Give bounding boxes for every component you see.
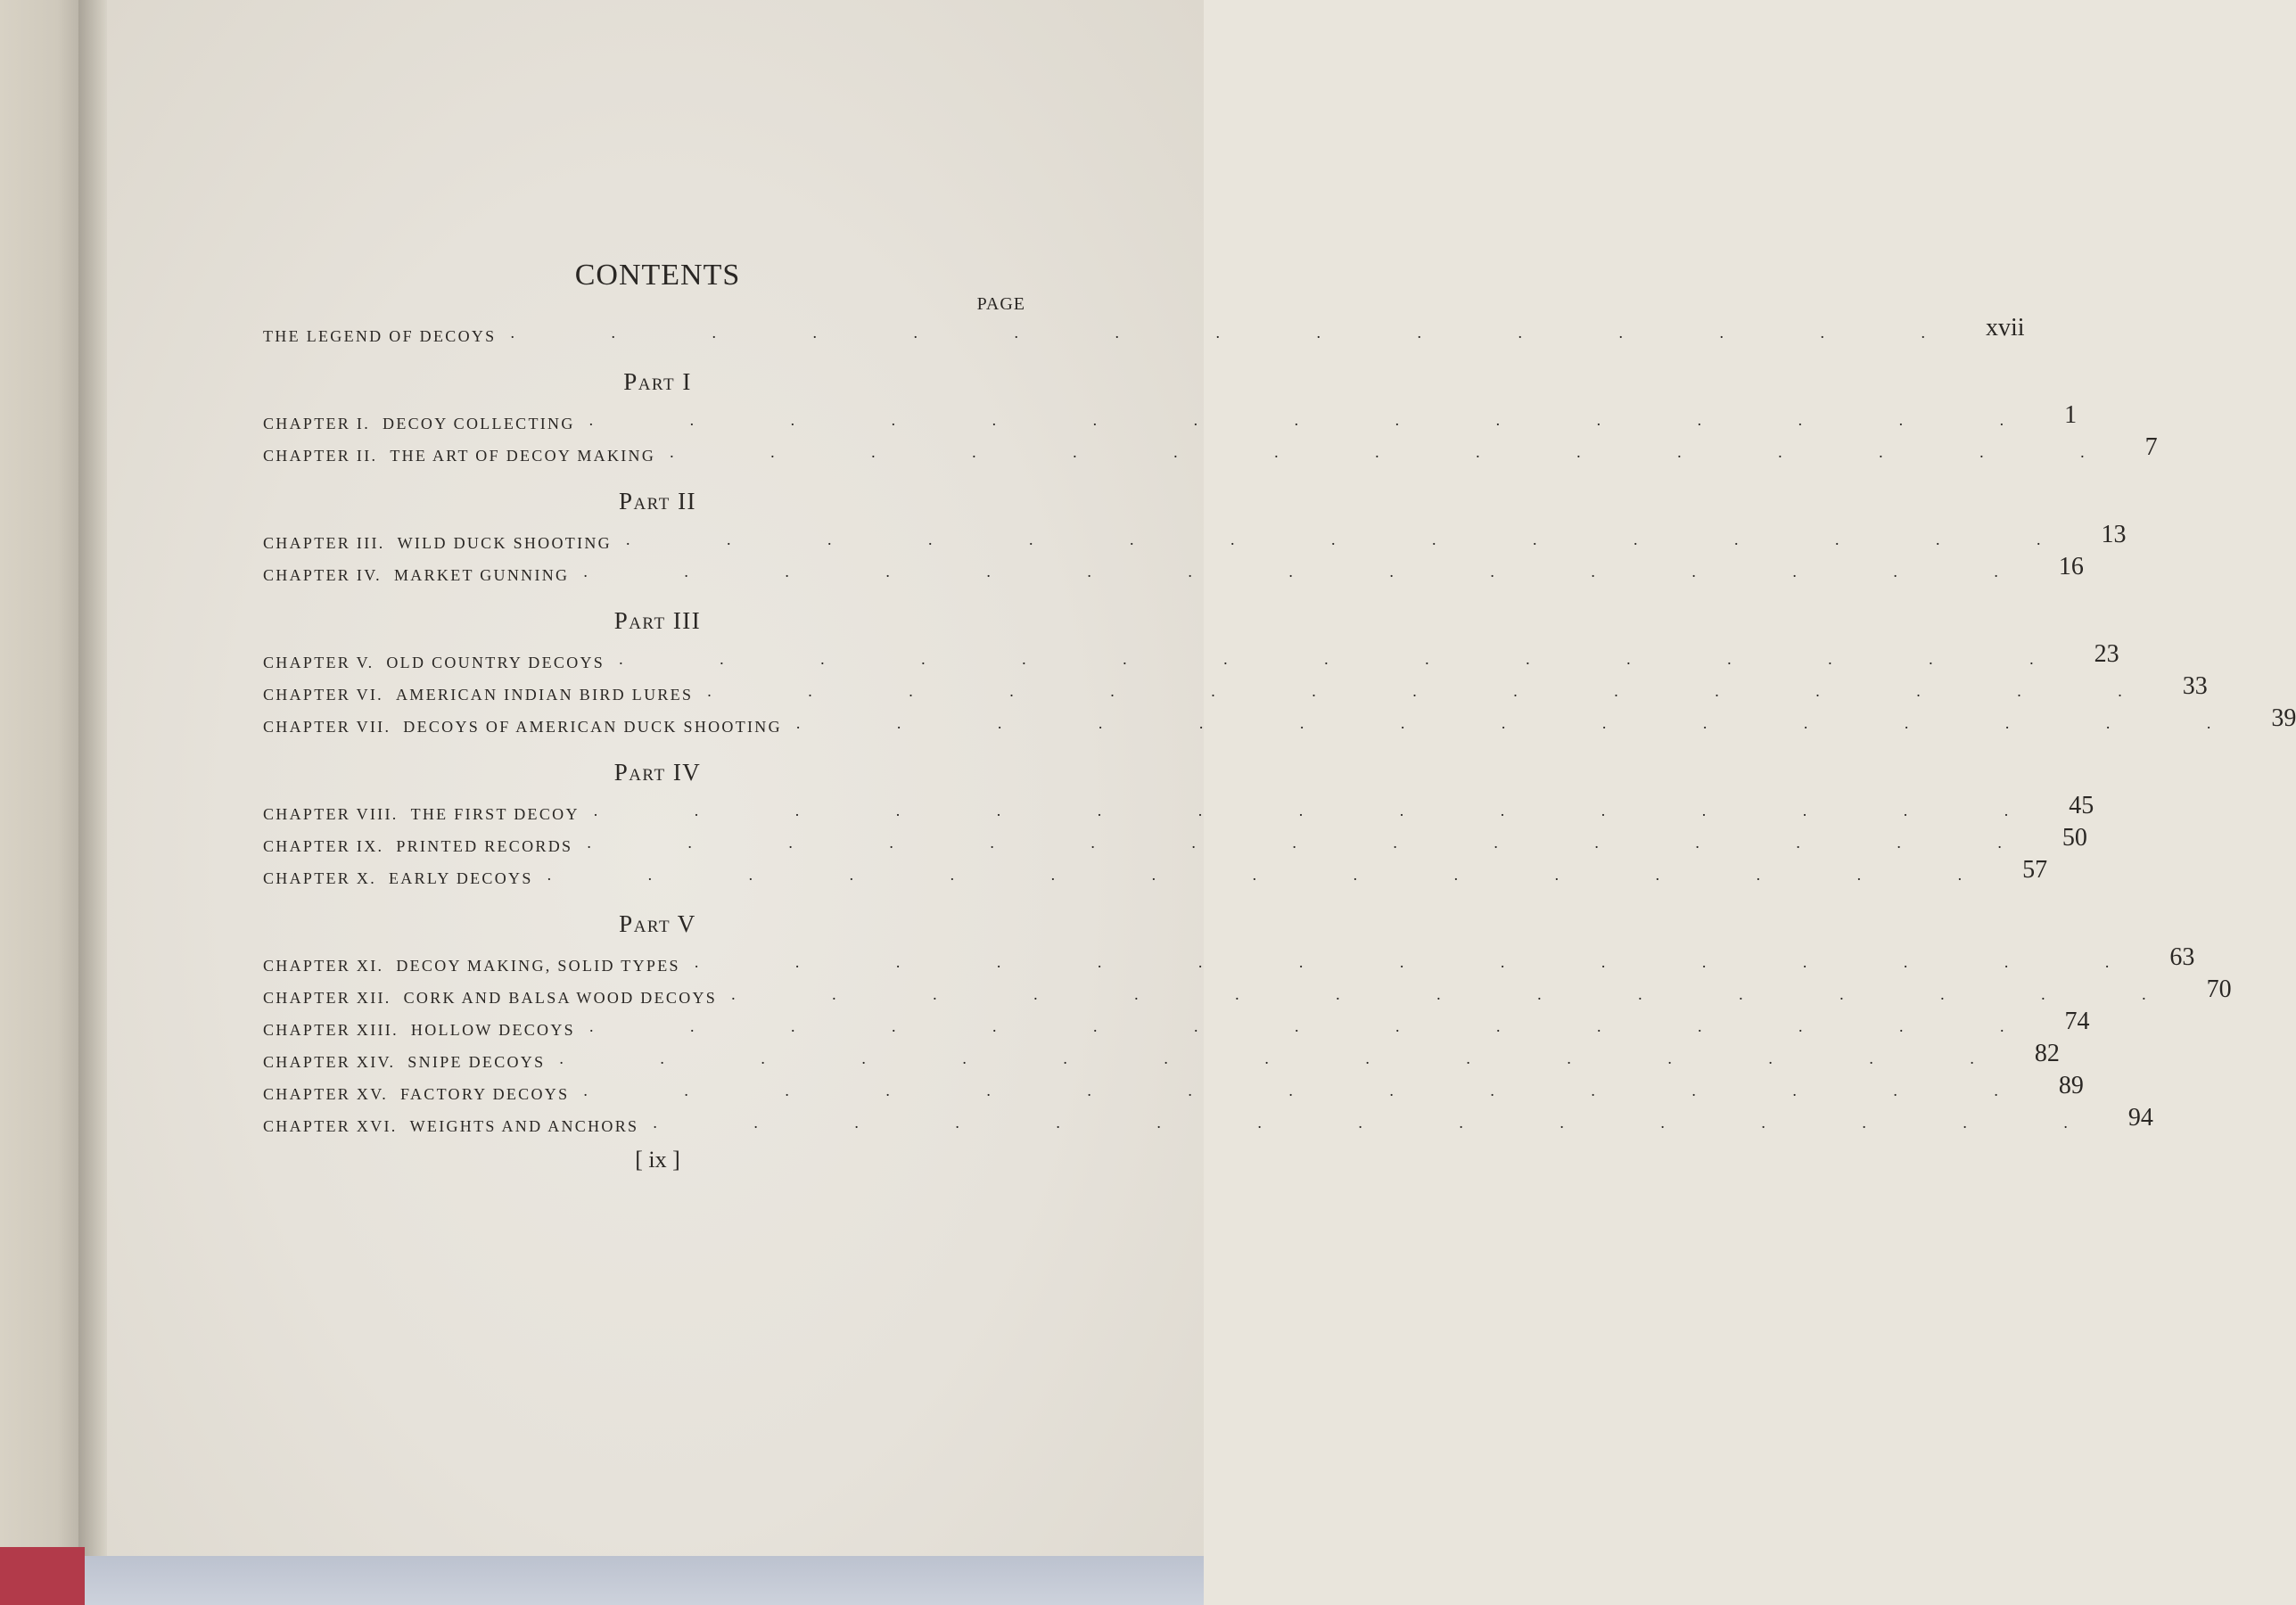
chapter-label xyxy=(263,989,717,1011)
facing-page-edge xyxy=(0,0,82,1605)
chapter-entry xyxy=(263,553,2084,588)
chapter-page-number: 94 xyxy=(2127,1104,2153,1132)
entry-label: THE LEGEND OF DECOYS xyxy=(263,327,497,345)
chapter-page-number: 63 xyxy=(2169,943,2195,971)
chapter-entry xyxy=(263,401,2078,437)
dot-leader: . . . . . . . . . . . . . . . xyxy=(583,563,2045,580)
table-of-contents xyxy=(263,259,2296,1173)
dot-leader: . . . . . . . . . . . . . . . xyxy=(559,1049,2020,1067)
dot-leader: . . . . . . . . . . . . . . . xyxy=(587,834,2048,852)
chapter-number: CHAPTER XV. xyxy=(263,1085,388,1103)
chapter-title: CORK AND BALSA WOOD DECOYS xyxy=(403,989,718,1007)
chapter-label xyxy=(263,1085,569,1107)
chapter-title: OLD COUNTRY DECOYS xyxy=(386,654,605,671)
dot-leader: . . . . . . . . . . . . . . . xyxy=(510,324,1971,342)
chapter-label xyxy=(263,837,572,860)
chapter-title: DECOY MAKING, SOLID TYPES xyxy=(396,957,680,975)
chapter-entry xyxy=(263,1072,2084,1107)
chapter-label xyxy=(263,1053,545,1075)
chapter-label xyxy=(263,447,655,469)
chapter-page-number: 82 xyxy=(2034,1040,2060,1067)
dot-leader: . . . . . . . . . . . . . . . xyxy=(619,650,2080,668)
chapter-page-number: 33 xyxy=(2182,672,2208,700)
dot-leader: . . . . . . . . . . . . . . . xyxy=(653,1114,2114,1132)
part-heading: Part V xyxy=(619,910,696,937)
chapter-title: AMERICAN INDIAN BIRD LURES xyxy=(395,686,694,704)
entry-page-number: xvii xyxy=(1986,314,2025,342)
part-heading: Part II xyxy=(618,488,697,514)
chapter-label xyxy=(263,957,680,979)
chapter-label xyxy=(263,805,580,827)
dot-leader: . . . . . . . . . . . . . . . xyxy=(731,985,2193,1003)
chapter-title: EARLY DECOYS xyxy=(389,869,533,887)
dot-leader: . . . . . . . . . . . . . . . xyxy=(588,1017,2051,1035)
dot-leader: . . . . . . . . . . . . . . . xyxy=(625,531,2087,548)
chapter-title: THE FIRST DECOY xyxy=(410,805,580,823)
chapter-label xyxy=(263,415,575,437)
dot-leader: . . . . . . . . . . . . . . . xyxy=(694,953,2156,971)
chapter-page-number: 23 xyxy=(2094,640,2119,668)
dot-leader: . . . . . . . . . . . . . . . xyxy=(670,443,2131,461)
chapter-number: CHAPTER XII. xyxy=(263,989,391,1007)
chapter-entry xyxy=(263,433,2158,469)
chapter-label xyxy=(263,869,533,892)
dot-leader: . . . . . . . . . . . . . . . xyxy=(795,714,2258,732)
chapter-number: CHAPTER VI. xyxy=(263,686,383,704)
dot-leader: . . . . . . . . . . . . . . . xyxy=(583,1082,2045,1099)
chapter-number: CHAPTER VIII. xyxy=(263,805,399,823)
chapter-number: CHAPTER II. xyxy=(263,447,378,465)
chapter-entry xyxy=(263,521,2127,556)
chapter-label xyxy=(263,1117,638,1140)
chapter-label xyxy=(263,1021,575,1043)
chapter-entry xyxy=(263,856,2048,892)
chapter-page-number: 45 xyxy=(2069,792,2094,819)
chapter-entry xyxy=(263,1008,2090,1043)
chapter-page-number: 13 xyxy=(2101,521,2127,548)
dot-leader: . . . . . . . . . . . . . . . xyxy=(547,866,2009,884)
chapter-entry xyxy=(263,1040,2060,1075)
chapter-page-number: 50 xyxy=(2061,824,2087,852)
chapter-entry xyxy=(263,824,2087,860)
chapter-entry xyxy=(263,704,2296,740)
chapter-page-number: 7 xyxy=(2144,433,2158,461)
chapter-number: CHAPTER VII. xyxy=(263,718,391,736)
chapter-label xyxy=(263,654,605,676)
chapter-title: HOLLOW DECOYS xyxy=(410,1021,575,1039)
chapter-number: CHAPTER I. xyxy=(263,415,371,432)
chapter-entry xyxy=(263,975,2232,1011)
parts-list xyxy=(263,350,2296,1140)
chapter-title: WEIGHTS AND ANCHORS xyxy=(409,1117,639,1135)
background-surface xyxy=(0,1556,1204,1605)
chapter-page-number: 70 xyxy=(2206,975,2232,1003)
book-cover-edge xyxy=(0,1547,85,1605)
chapter-number: CHAPTER III. xyxy=(263,534,385,552)
chapter-entry xyxy=(263,672,2208,708)
chapter-page-number: 1 xyxy=(2064,401,2078,429)
chapter-page-number: 74 xyxy=(2064,1008,2090,1035)
chapter-entry xyxy=(263,1104,2153,1140)
chapter-title: WILD DUCK SHOOTING xyxy=(397,534,612,552)
chapter-page-number: 89 xyxy=(2058,1072,2084,1099)
chapter-label xyxy=(263,686,693,708)
part-heading: Part III xyxy=(613,607,702,634)
chapter-title: MARKET GUNNING xyxy=(393,566,570,584)
chapter-number: CHAPTER IX. xyxy=(263,837,384,855)
dot-leader: . . . . . . . . . . . . . . . xyxy=(707,682,2168,700)
chapter-page-number: 39 xyxy=(2271,704,2296,732)
chapter-entry xyxy=(263,640,2119,676)
dot-leader: . . . . . . . . . . . . . . . xyxy=(588,411,2051,429)
chapter-entry xyxy=(263,943,2195,979)
page-column-header: PAGE xyxy=(976,294,1025,314)
chapter-page-number: 16 xyxy=(2058,553,2084,580)
chapter-label xyxy=(263,534,612,556)
chapter-number: CHAPTER IV. xyxy=(263,566,382,584)
chapter-number: CHAPTER XIV. xyxy=(263,1053,396,1071)
chapter-title: FACTORY DECOYS xyxy=(400,1085,570,1103)
chapter-label xyxy=(263,718,782,740)
chapter-title: DECOYS OF AMERICAN DUCK SHOOTING xyxy=(403,718,782,736)
part-heading: Part IV xyxy=(613,759,702,786)
chapter-entry xyxy=(263,792,2094,827)
chapter-number: CHAPTER XI. xyxy=(263,957,384,975)
dot-leader: . . . . . . . . . . . . . . . xyxy=(593,802,2055,819)
front-matter-entry xyxy=(263,314,2025,350)
chapter-label xyxy=(263,566,569,588)
chapter-number: CHAPTER V. xyxy=(263,654,374,671)
page-title: CONTENTS xyxy=(574,259,741,292)
chapter-title: THE ART OF DECOY MAKING xyxy=(390,447,656,465)
chapter-title: SNIPE DECOYS xyxy=(407,1053,546,1071)
chapter-page-number: 57 xyxy=(2022,856,2048,884)
chapter-title: DECOY COLLECTING xyxy=(383,415,575,432)
page-folio: [ ix ] xyxy=(635,1147,680,1173)
chapter-number: CHAPTER XVI. xyxy=(263,1117,398,1135)
part-heading: Part I xyxy=(623,368,692,395)
chapter-title: PRINTED RECORDS xyxy=(396,837,573,855)
chapter-number: CHAPTER X. xyxy=(263,869,377,887)
chapter-number: CHAPTER XIII. xyxy=(263,1021,399,1039)
